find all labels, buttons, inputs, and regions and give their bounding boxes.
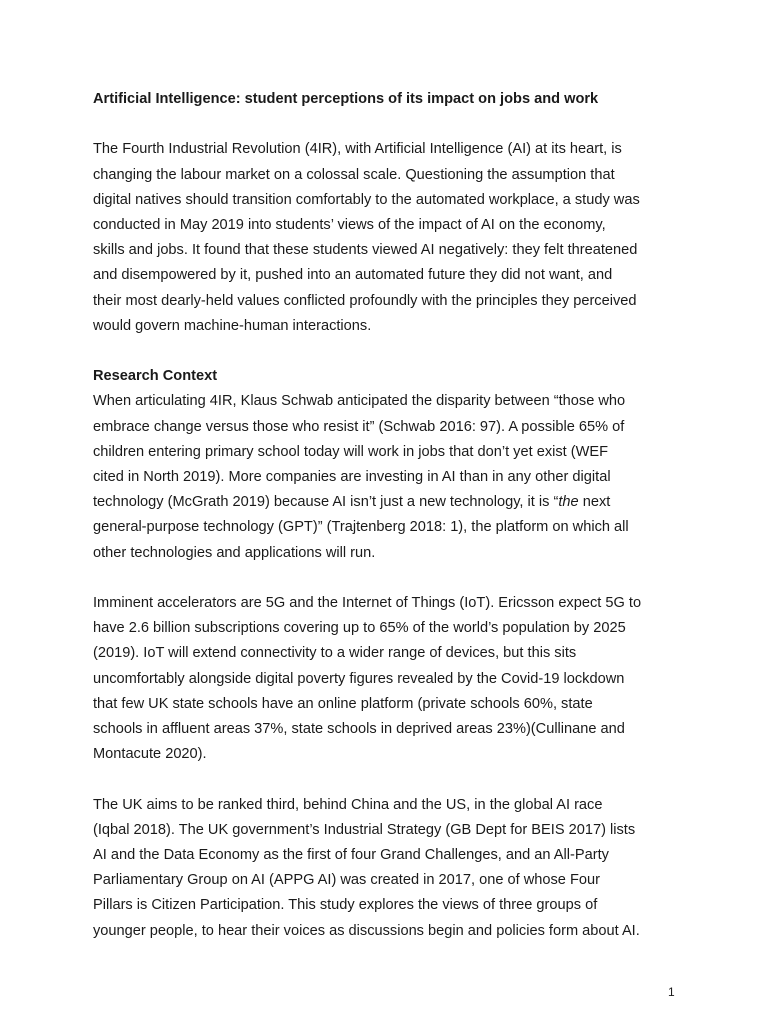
- page-number: 1: [668, 985, 675, 999]
- text-line: Parliamentary Group on AI (APPG AI) was created in 2017, one of whose Four: [93, 872, 600, 889]
- text-line: Pillars is Citizen Participation. This study explores the views of three groups of: [93, 897, 598, 914]
- text-line: other technologies and applications will run.: [93, 544, 376, 561]
- emphasis-text: the: [558, 494, 579, 511]
- section-heading: Research Context: [93, 368, 218, 385]
- research-paragraph-3: [93, 793, 688, 944]
- text-line: would govern machine-human interactions.: [93, 317, 372, 334]
- text-line: that few UK state schools have an online platform (private schools 60%, state: [93, 695, 593, 712]
- text-line: [93, 490, 688, 515]
- text-line: skills and jobs. It found that these students viewed AI negatively: they felt threatened: [93, 242, 638, 259]
- text-line: children entering primary school today will work in jobs that don’t yet exist (WEF: [93, 443, 609, 460]
- text-line: and disempowered by it, pushed into an automated future they did not want, and: [93, 267, 613, 284]
- text-line: digital natives should transition comfortably to the automated workplace, a study was: [93, 191, 640, 208]
- text-line: uncomfortably alongside digital poverty figures revealed by the Covid-19 lockdown: [93, 670, 625, 687]
- document-title: Artificial Intelligence: student perceptions of its impact on jobs and work: [93, 91, 599, 107]
- text-line: Imminent accelerators are 5G and the Internet of Things (IoT). Ericsson expect 5G to: [93, 595, 642, 612]
- text-line: changing the labour market on a colossal scale. Questioning the assumption that: [93, 166, 615, 183]
- text-line: The Fourth Industrial Revolution (4IR), with Artificial Intelligence (AI) at its heart, is: [93, 141, 622, 158]
- text-line: schools in affluent areas 37%, state schools in deprived areas 23%)(Cullinane and: [93, 721, 625, 738]
- research-paragraph-1: [93, 389, 688, 565]
- intro-paragraph: [93, 137, 688, 339]
- text-segment: next: [578, 494, 611, 511]
- text-line: When articulating 4IR, Klaus Schwab anticipated the disparity between “those who: [93, 393, 626, 410]
- text-line: cited in North 2019). More companies are investing in AI than in any other digital: [93, 469, 611, 486]
- text-segment: technology (McGrath 2019) because AI isn’t just a new technology, it is “: [93, 494, 559, 511]
- text-line: (Iqbal 2018). The UK government’s Industrial Strategy (GB Dept for BEIS 2017) lists: [93, 821, 636, 838]
- text-line: Montacute 2020).: [93, 746, 207, 763]
- text-line: AI and the Data Economy as the first of four Grand Challenges, and an All-Party: [93, 847, 609, 864]
- text-line: younger people, to hear their voices as discussions begin and policies form about AI.: [93, 922, 640, 939]
- text-line: their most dearly-held values conflicted profoundly with the principles they perceived: [93, 292, 637, 309]
- text-line: general-purpose technology (GPT)” (Trajtenberg 2018: 1), the platform on which all: [93, 519, 629, 536]
- document-body: [93, 87, 688, 969]
- research-paragraph-2: [93, 591, 688, 767]
- text-line: (2019). IoT will extend connectivity to a wider range of devices, but this sits: [93, 645, 577, 662]
- text-line: embrace change versus those who resist it” (Schwab 2016: 97). A possible 65% of: [93, 418, 625, 435]
- text-line: The UK aims to be ranked third, behind China and the US, in the global AI race: [93, 796, 603, 813]
- text-line: conducted in May 2019 into students’ views of the impact of AI on the economy,: [93, 217, 606, 233]
- text-line: have 2.6 billion subscriptions covering up to 65% of the world’s population by 2025: [93, 620, 626, 637]
